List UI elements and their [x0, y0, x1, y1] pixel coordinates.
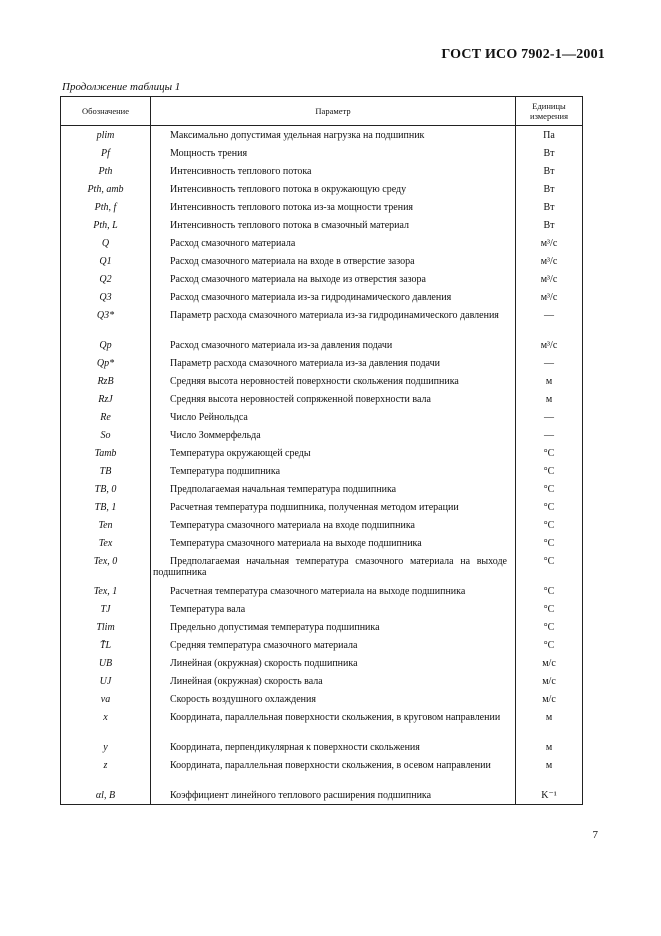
- table-row: [61, 426, 583, 444]
- symbol-cell: So: [61, 426, 151, 444]
- parameter-cell: [151, 672, 516, 690]
- table-header-row: [61, 97, 583, 126]
- unit-cell: Па: [516, 126, 583, 145]
- table-row: [61, 672, 583, 690]
- table-row: [61, 738, 583, 756]
- symbol-cell: TB: [61, 462, 151, 480]
- parameter-cell: [151, 600, 516, 618]
- parameter-cell: [151, 582, 516, 600]
- symbol-cell: Re: [61, 408, 151, 426]
- parameter-cell: [151, 618, 516, 636]
- parameter-cell: [151, 534, 516, 552]
- unit-cell: °C: [516, 462, 583, 480]
- parameter-cell: [151, 756, 516, 786]
- unit-cell: м: [516, 708, 583, 738]
- table-row: [61, 786, 583, 805]
- symbol-cell: RzJ: [61, 390, 151, 408]
- unit-cell: K⁻¹: [516, 786, 583, 805]
- table-row: [61, 234, 583, 252]
- table-row: [61, 516, 583, 534]
- unit-cell: м: [516, 756, 583, 786]
- symbol-cell: Pth, L: [61, 216, 151, 234]
- parameter-text: Температура смазочного материала на входе подшипника: [170, 520, 415, 531]
- parameter-cell: [151, 690, 516, 708]
- unit-cell: °C: [516, 600, 583, 618]
- parameter-text: Интенсивность теплового потока в окружающую среду: [170, 184, 407, 195]
- parameter-text: Скорость воздушного охлаждения: [170, 694, 316, 705]
- parameter-cell: [151, 306, 516, 336]
- unit-cell: °C: [516, 552, 583, 582]
- parameters-table: [60, 96, 583, 805]
- table-row: [61, 126, 583, 145]
- unit-cell: —: [516, 354, 583, 372]
- table-row: [61, 372, 583, 390]
- parameter-text: Расход смазочного материала из-за давления подачи: [170, 340, 393, 351]
- parameter-cell: [151, 126, 516, 145]
- parameter-cell: [151, 738, 516, 756]
- column-header-units: Единицы измерения: [516, 97, 583, 126]
- parameter-text: Расход смазочного материала на входе в отверстие зазора: [170, 256, 415, 267]
- parameter-cell: [151, 636, 516, 654]
- parameter-cell: [151, 480, 516, 498]
- parameter-text: Предельно допустимая температура подшипника: [170, 622, 380, 633]
- unit-cell: —: [516, 306, 583, 336]
- table-row: [61, 162, 583, 180]
- unit-cell: Вт: [516, 144, 583, 162]
- parameter-text: Средняя температура смазочного материала: [170, 640, 358, 651]
- parameter-cell: [151, 462, 516, 480]
- symbol-cell: TB, 1: [61, 498, 151, 516]
- parameter-text: Интенсивность теплового потока: [170, 166, 312, 177]
- parameter-text: Температура смазочного материала на выходе подшипника: [170, 538, 422, 549]
- parameter-text: Коэффициент линейного теплового расширения подшипника: [170, 790, 432, 801]
- symbol-cell: Tlim: [61, 618, 151, 636]
- symbol-cell: x: [61, 708, 151, 738]
- unit-cell: м: [516, 390, 583, 408]
- table-caption: Продолжение таблицы 1: [62, 81, 181, 93]
- parameter-text: Расчетная температура подшипника, полученная методом итерации: [170, 502, 459, 513]
- parameter-text: Мощность трения: [170, 148, 248, 159]
- unit-cell: м³/с: [516, 288, 583, 306]
- symbol-cell: Ten: [61, 516, 151, 534]
- symbol-cell: Q3: [61, 288, 151, 306]
- parameter-cell: [151, 552, 516, 582]
- table-row: [61, 306, 583, 336]
- symbol-cell: RzB: [61, 372, 151, 390]
- parameter-text: Интенсивность теплового потока из-за мощности трения: [170, 202, 414, 213]
- unit-cell: м³/с: [516, 234, 583, 252]
- unit-cell: м³/с: [516, 252, 583, 270]
- parameter-cell: [151, 354, 516, 372]
- parameter-cell: [151, 180, 516, 198]
- symbol-cell: Pf: [61, 144, 151, 162]
- symbol-cell: αl, B: [61, 786, 151, 805]
- unit-cell: —: [516, 408, 583, 426]
- parameter-text: Средняя высота неровностей сопряженной поверхности вала: [170, 394, 431, 405]
- unit-cell: °C: [516, 582, 583, 600]
- symbol-cell: Q3*: [61, 306, 151, 336]
- parameter-cell: [151, 270, 516, 288]
- symbol-cell: UB: [61, 654, 151, 672]
- symbol-cell: Pth, amb: [61, 180, 151, 198]
- table-row: [61, 708, 583, 738]
- symbol-cell: va: [61, 690, 151, 708]
- unit-cell: Вт: [516, 180, 583, 198]
- symbol-cell: Pth: [61, 162, 151, 180]
- symbol-cell: T̄L: [61, 636, 151, 654]
- parameter-cell: [151, 234, 516, 252]
- symbol-cell: UJ: [61, 672, 151, 690]
- document-header: ГОСТ ИСО 7902-1—2001: [441, 47, 605, 62]
- parameter-text: Параметр расхода смазочного материала из-за давления подачи: [170, 358, 440, 369]
- unit-cell: °C: [516, 480, 583, 498]
- parameter-text: Температура подшипника: [170, 466, 281, 477]
- parameter-cell: [151, 390, 516, 408]
- unit-cell: °C: [516, 516, 583, 534]
- parameter-text: Параметр расхода смазочного материала из-за гидродинамического давления: [170, 310, 499, 321]
- table-row: [61, 462, 583, 480]
- unit-cell: м³/с: [516, 336, 583, 354]
- symbol-cell: TB, 0: [61, 480, 151, 498]
- parameter-cell: [151, 162, 516, 180]
- parameter-text: Линейная (окружная) скорость подшипника: [170, 658, 358, 669]
- table-row: [61, 270, 583, 288]
- parameter-cell: [151, 288, 516, 306]
- symbol-cell: Tamb: [61, 444, 151, 462]
- table-row: [61, 252, 583, 270]
- table-row: [61, 582, 583, 600]
- parameter-cell: [151, 498, 516, 516]
- unit-cell: °C: [516, 444, 583, 462]
- unit-cell: м³/с: [516, 270, 583, 288]
- table-row: [61, 636, 583, 654]
- symbol-cell: Q2: [61, 270, 151, 288]
- parameter-text: Расход смазочного материала на выходе из отверстия зазора: [170, 274, 426, 285]
- unit-cell: °C: [516, 498, 583, 516]
- unit-cell: °C: [516, 618, 583, 636]
- parameter-cell: [151, 654, 516, 672]
- table-row: [61, 444, 583, 462]
- table-row: [61, 654, 583, 672]
- parameter-text: Температура окружающей среды: [170, 448, 311, 459]
- symbol-cell: TJ: [61, 600, 151, 618]
- parameter-cell: [151, 336, 516, 354]
- parameter-cell: [151, 444, 516, 462]
- parameter-text: Координата, перпендикулярная к поверхности скольжения: [170, 742, 420, 753]
- symbol-cell: Pth, f: [61, 198, 151, 216]
- table-row: [61, 552, 583, 582]
- table-row: [61, 480, 583, 498]
- symbol-cell: plim: [61, 126, 151, 145]
- unit-cell: м: [516, 738, 583, 756]
- symbol-cell: y: [61, 738, 151, 756]
- parameter-text: Число Зоммерфельда: [170, 430, 261, 441]
- parameter-text: Координата, параллельная поверхности скольжения, в осевом направлении: [170, 760, 491, 771]
- parameter-text: Координата, параллельная поверхности скольжения, в круговом направлении: [170, 712, 501, 723]
- parameter-cell: [151, 216, 516, 234]
- symbol-cell: Tex, 0: [61, 552, 151, 582]
- table-row: [61, 288, 583, 306]
- parameter-text: Расход смазочного материала: [170, 238, 296, 249]
- symbol-cell: Q: [61, 234, 151, 252]
- symbol-cell: Qp: [61, 336, 151, 354]
- parameter-text: Предполагаемая начальная температура смазочного материала на выходе подшипника: [153, 556, 507, 578]
- page-number: 7: [592, 829, 598, 841]
- unit-cell: °C: [516, 636, 583, 654]
- parameter-cell: [151, 708, 516, 738]
- table-row: [61, 144, 583, 162]
- unit-cell: м/с: [516, 672, 583, 690]
- parameter-cell: [151, 252, 516, 270]
- parameter-text: Предполагаемая начальная температура подшипника: [170, 484, 397, 495]
- table-row: [61, 534, 583, 552]
- column-header-parameter: Параметр: [151, 97, 516, 126]
- parameter-cell: [151, 408, 516, 426]
- table-row: [61, 336, 583, 354]
- parameter-cell: [151, 426, 516, 444]
- parameter-cell: [151, 372, 516, 390]
- unit-cell: м: [516, 372, 583, 390]
- symbol-cell: Tex: [61, 534, 151, 552]
- table-row: [61, 498, 583, 516]
- table-row: [61, 216, 583, 234]
- parameter-text: Линейная (окружная) скорость вала: [170, 676, 323, 687]
- table-row: [61, 756, 583, 786]
- symbol-cell: Q1: [61, 252, 151, 270]
- symbol-cell: Qp*: [61, 354, 151, 372]
- parameter-text: Расчетная температура смазочного материала на выходе подшипника: [170, 586, 466, 597]
- table-row: [61, 618, 583, 636]
- table-row: [61, 390, 583, 408]
- parameter-cell: [151, 516, 516, 534]
- table-row: [61, 180, 583, 198]
- unit-cell: Вт: [516, 162, 583, 180]
- parameter-text: Максимально допустимая удельная нагрузка на подшипник: [170, 130, 425, 141]
- symbol-cell: Tex, 1: [61, 582, 151, 600]
- parameter-text: Температура вала: [170, 604, 246, 615]
- table-row: [61, 198, 583, 216]
- parameter-text: Число Рейнольдса: [170, 412, 248, 423]
- table-row: [61, 408, 583, 426]
- unit-cell: Вт: [516, 216, 583, 234]
- unit-cell: Вт: [516, 198, 583, 216]
- parameter-cell: [151, 198, 516, 216]
- unit-cell: °C: [516, 534, 583, 552]
- column-header-symbol: Обозначение: [61, 97, 151, 126]
- parameter-text: Расход смазочного материала из-за гидродинамического давления: [170, 292, 452, 303]
- unit-cell: м/с: [516, 654, 583, 672]
- unit-cell: м/с: [516, 690, 583, 708]
- unit-cell: —: [516, 426, 583, 444]
- parameter-text: Средняя высота неровностей поверхности скольжения подшипника: [170, 376, 459, 387]
- table-row: [61, 354, 583, 372]
- parameter-cell: [151, 786, 516, 805]
- table-row: [61, 600, 583, 618]
- table-row: [61, 690, 583, 708]
- symbol-cell: z: [61, 756, 151, 786]
- parameter-cell: [151, 144, 516, 162]
- parameter-text: Интенсивность теплового потока в смазочный материал: [170, 220, 410, 231]
